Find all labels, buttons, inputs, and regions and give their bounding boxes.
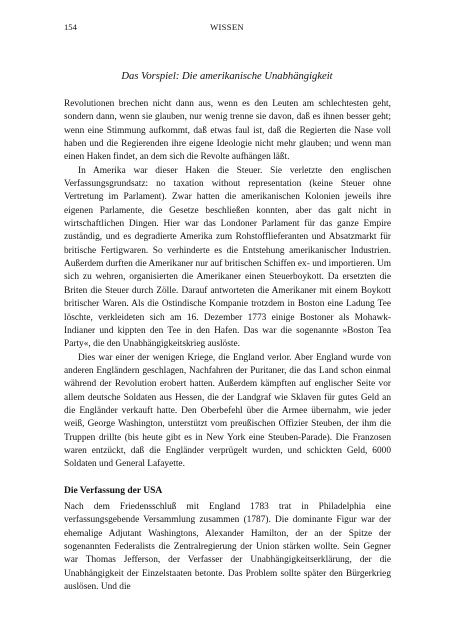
section-heading: Die Verfassung der USA <box>64 485 163 496</box>
body-text <box>64 98 391 594</box>
paragraph-2: In Amerika war dieser Haken die Steuer. Sie verletzte den englischen Verfassungsgrundsatz: no taxation without representation (keine Steuer ohne Vertretung im Parlament). Zwar hatten die amerikanischen Kolonien jeweils ihre eigenen Parlamente, die Gesetze beschließen konnten, aber das galt nicht in wirtschaftlichen Dingen. Hier war das Londoner Parlament für das ganze Empire zuständig, und es degradierte Amerika zum Rohstofflieferanten und Absatzmarkt für britische Fertigwaren. So verhinderte es die Entstehung amerikanischer Industrien. Außerdem durften die Amerikaner nur auf britischen Schiffen ex- und importieren. Um sich zu wehren, organisierten die Amerikaner einen Steuerboykott. Da ersetzten die Briten die Steuer durch Zölle. Darauf antworteten die Amerikaner mit einem Boykott britischer Waren. Als die Ostindische Kompanie trotzdem in Boston eine Ladung Tee löschte, verkleideten sich am 16. Dezember 1773 einige Bostoner als Mohawk-Indianer und kippten den Tee in den Hafen. Das war die sogenannte »Boston Tea Party«, die den Unabhängigkeitskrieg auslöste. <box>64 165 391 350</box>
paragraph-1: Revolutionen brechen nicht dann aus, wenn es den Leuten am schlechtesten geht, sondern dann, wenn sie glauben, nur wenig trenne sie davon, daß es ihnen besser geht; wenn eine Stimmung aufkommt, daß etwas faul ist, daß die Regierten die Nase voll haben und die Regierenden ihre eigene Ideologie nicht mehr glauben; und wenn man einen Haken findet, an dem sich die Revolte aufhängen läßt. <box>64 99 391 163</box>
paragraph-3: Dies war einer der wenigen Kriege, die England verlor. Aber England wurde von anderen Engländern geschlagen, Nachfahren der Puritaner, die das Land schon einmal während der Revolution erobert hatten. Außerdem kämpften auf englischer Seite vor allem deutsche Soldaten aus Hessen, die der Landgraf wie Sklaven für gutes Geld an die Engländer verkauft hatte. Den Oberbefehl über die Armee übernahm, wie jeder weiß, George Washington, unterstützt vom preußischen Offizier Steuben, der ihm die Truppen drillte (bis heute gibt es in New York eine Steuben-Parade). Die Franzosen waren entzückt, daß die Engländer verprügelt wurden, und schickten Geld, 6000 Soldaten und General Lafayette. <box>64 352 391 470</box>
chapter-title: Das Vorspiel: Die amerikanische Unabhängigkeit <box>121 71 333 82</box>
section-paragraph: Nach dem Friedensschluß mit England 1783 trat in Philadelphia eine verfassungsgebende Versammlung zusammen (1787). Die dominante Figur war der ehemalige Adjutant Washingtons, Alexander Hamilton, der an der Spitze der sogenannten Federalists die Zentralregierung der Union stärken wollte. Sein Gegner war Thomas Jefferson, der Verfasser der Unabhängigkeitserklärung, der die Unabhängigkeit der Einzelstaaten betonte. Das Problem sollte später den Bürgerkrieg auslösen. Und die <box>64 501 391 593</box>
page-number: 154 <box>64 22 77 32</box>
page-header <box>64 22 390 34</box>
running-head: WISSEN <box>210 22 244 32</box>
